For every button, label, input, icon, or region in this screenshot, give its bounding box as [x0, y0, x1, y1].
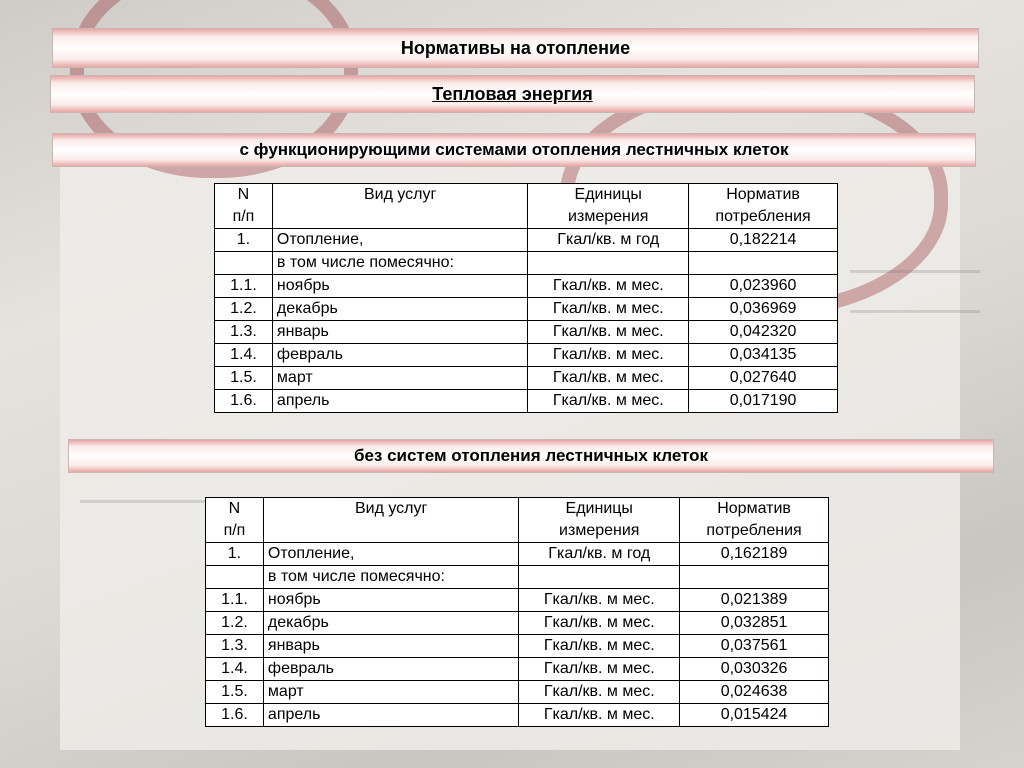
row-service: Отопление,: [272, 229, 527, 252]
section2-heading: без систем отопления лестничных клеток: [353, 446, 709, 465]
row-norm: 0,030326: [680, 658, 829, 681]
row-norm: 0,023960: [689, 275, 838, 298]
row-norm: [689, 252, 838, 275]
row-unit: Гкал/кв. м мес.: [528, 275, 689, 298]
row-service: февраль: [263, 658, 518, 681]
table-row: [215, 390, 838, 413]
row-unit: Гкал/кв. м год: [528, 229, 689, 252]
row-norm: 0,034135: [689, 344, 838, 367]
row-number: 1.1.: [206, 589, 264, 612]
row-norm: [680, 566, 829, 589]
table-row: [206, 704, 829, 727]
row-service: ноябрь: [272, 275, 527, 298]
row-unit: Гкал/кв. м мес.: [528, 344, 689, 367]
subtitle: Тепловая энергия: [432, 83, 593, 104]
row-unit: Гкал/кв. м мес.: [519, 681, 680, 704]
table-row: [215, 321, 838, 344]
row-norm: 0,024638: [680, 681, 829, 704]
column-header-service: Вид услуг: [263, 498, 518, 543]
row-norm: 0,037561: [680, 635, 829, 658]
table-row: [215, 367, 838, 390]
table-header-row: [206, 498, 829, 543]
column-header-number: N п/п: [206, 498, 264, 543]
column-header-service: Вид услуг: [272, 184, 527, 229]
row-unit: Гкал/кв. м год: [519, 543, 680, 566]
table-row: [206, 589, 829, 612]
background-line: [850, 270, 980, 273]
row-number: 1.5.: [206, 681, 264, 704]
table-row: [206, 635, 829, 658]
row-unit: Гкал/кв. м мес.: [519, 635, 680, 658]
row-service: ноябрь: [263, 589, 518, 612]
table-row: [206, 612, 829, 635]
table-row: [215, 229, 838, 252]
row-norm: 0,162189: [680, 543, 829, 566]
row-service: январь: [263, 635, 518, 658]
table-row: [206, 543, 829, 566]
subtitle-banner: [50, 75, 975, 113]
row-number: [206, 566, 264, 589]
table-row: [215, 298, 838, 321]
row-number: 1.4.: [206, 658, 264, 681]
row-number: 1.6.: [215, 390, 273, 413]
row-unit: [528, 252, 689, 275]
table-row: [215, 275, 838, 298]
section2-heading-banner: [68, 439, 994, 473]
column-header-norm: Норматив потребления: [680, 498, 829, 543]
row-number: 1.6.: [206, 704, 264, 727]
row-norm: 0,032851: [680, 612, 829, 635]
column-header-norm: Норматив потребления: [689, 184, 838, 229]
background-line: [850, 310, 980, 313]
row-norm: 0,036969: [689, 298, 838, 321]
row-norm: 0,021389: [680, 589, 829, 612]
row-service: апрель: [272, 390, 527, 413]
table-header-row: [215, 184, 838, 229]
row-unit: Гкал/кв. м мес.: [519, 612, 680, 635]
row-number: 1.: [206, 543, 264, 566]
row-service: февраль: [272, 344, 527, 367]
row-number: 1.2.: [215, 298, 273, 321]
row-number: 1.1.: [215, 275, 273, 298]
row-service: январь: [272, 321, 527, 344]
row-number: [215, 252, 273, 275]
row-number: 1.3.: [206, 635, 264, 658]
row-unit: Гкал/кв. м мес.: [528, 390, 689, 413]
column-header-unit: Единицы измерения: [519, 498, 680, 543]
page-title-banner: [52, 28, 979, 68]
row-service: декабрь: [263, 612, 518, 635]
row-service: апрель: [263, 704, 518, 727]
section1-heading: с функционирующими системами отопления лестничных клеток: [239, 140, 789, 159]
row-unit: Гкал/кв. м мес.: [528, 298, 689, 321]
row-service: март: [263, 681, 518, 704]
table-row: [215, 344, 838, 367]
row-service: март: [272, 367, 527, 390]
norms-table-2: [205, 497, 829, 727]
norms-table-1: [214, 183, 838, 413]
row-service: декабрь: [272, 298, 527, 321]
row-norm: 0,015424: [680, 704, 829, 727]
row-norm: 0,182214: [689, 229, 838, 252]
page-title: Нормативы на отопление: [400, 37, 631, 58]
row-norm: 0,027640: [689, 367, 838, 390]
row-unit: Гкал/кв. м мес.: [519, 704, 680, 727]
row-number: 1.: [215, 229, 273, 252]
table-row: [215, 252, 838, 275]
table-row: [206, 566, 829, 589]
row-number: 1.3.: [215, 321, 273, 344]
row-unit: Гкал/кв. м мес.: [528, 367, 689, 390]
column-header-number: N п/п: [215, 184, 273, 229]
row-unit: Гкал/кв. м мес.: [519, 589, 680, 612]
row-norm: 0,017190: [689, 390, 838, 413]
column-header-unit: Единицы измерения: [528, 184, 689, 229]
row-service: в том числе помесячно:: [272, 252, 527, 275]
row-number: 1.4.: [215, 344, 273, 367]
section1-heading-banner: [52, 133, 976, 167]
table-row: [206, 658, 829, 681]
row-number: 1.5.: [215, 367, 273, 390]
row-unit: [519, 566, 680, 589]
row-service: Отопление,: [263, 543, 518, 566]
row-service: в том числе помесячно:: [263, 566, 518, 589]
row-unit: Гкал/кв. м мес.: [519, 658, 680, 681]
table-row: [206, 681, 829, 704]
row-number: 1.2.: [206, 612, 264, 635]
row-norm: 0,042320: [689, 321, 838, 344]
row-unit: Гкал/кв. м мес.: [528, 321, 689, 344]
